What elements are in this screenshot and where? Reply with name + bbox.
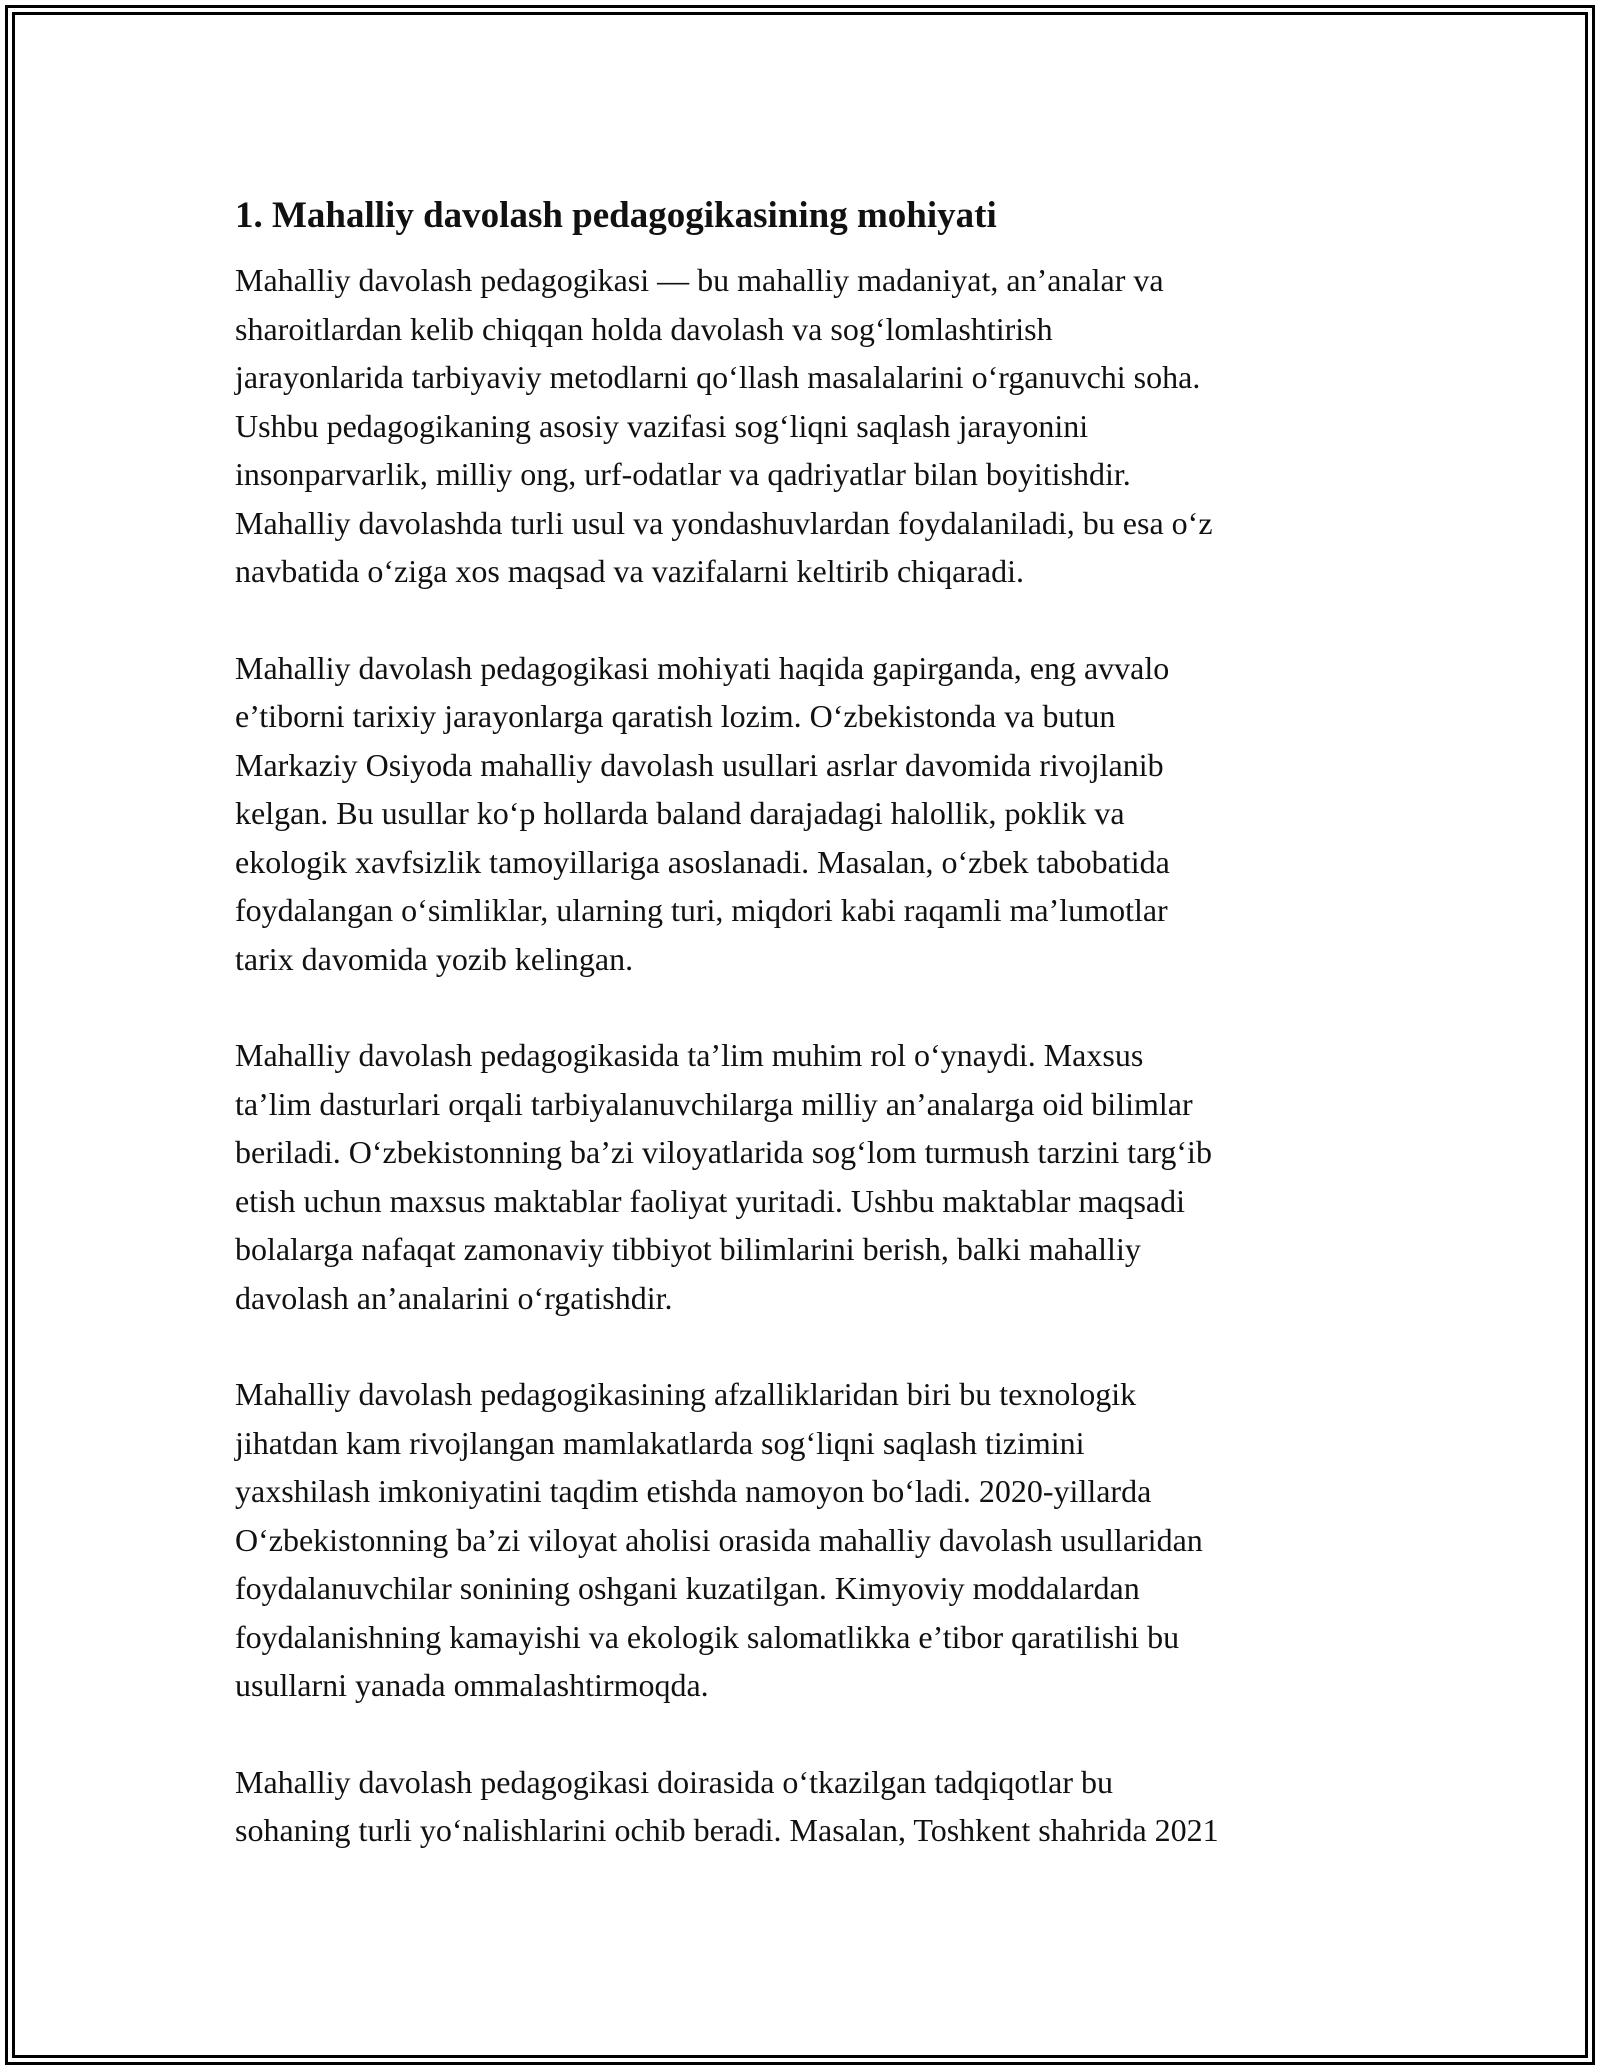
text-line: jihatdan kam rivojlangan mamlakatlarda sog‘liqni saqlash tizimini (235, 1424, 1085, 1461)
text-line: e’tiborni tarixiy jarayonlarga qaratish lozim. O‘zbekistonda va butun (235, 698, 1116, 735)
text-line: Mahalliy davolash pedagogikasi mohiyati haqida gapirganda, eng avvalo (235, 649, 1170, 686)
text-line: Mahalliy davolash pedagogikasida ta’lim muhim rol o‘ynaydi. Maxsus (235, 1037, 1144, 1074)
document-body (235, 180, 1385, 1903)
text-line: bolalarga nafaqat zamonaviy tibbiyot bilimlarini berish, balki mahalliy (235, 1231, 1141, 1268)
paragraph-1 (235, 256, 1385, 596)
paragraph-3 (235, 1031, 1385, 1322)
text-line: tarix davomida yozib kelingan. (235, 940, 634, 977)
text-line: Mahalliy davolash pedagogikasi doirasida o‘tkazilgan tadqiqotlar bu (235, 1763, 1113, 1800)
text-line: Ushbu pedagogikaning asosiy vazifasi sog‘liqni saqlash jarayonini (235, 407, 1089, 444)
paragraph-2 (235, 644, 1385, 984)
text-line: Mahalliy davolash pedagogikasi — bu mahalliy madaniyat, an’analar va (235, 262, 1164, 299)
text-line: davolash an’analarini o‘rgatishdir. (235, 1279, 673, 1316)
text-line: Markaziy Osiyoda mahalliy davolash usullari asrlar davomida rivojlanib (235, 746, 1164, 783)
text-line: foydalanuvchilar sonining oshgani kuzatilgan. Kimyoviy moddalardan (235, 1570, 1140, 1607)
text-line: kelgan. Bu usullar ko‘p hollarda baland darajadagi halollik, poklik va (235, 795, 1125, 832)
text-line: etish uchun maxsus maktablar faoliyat yuritadi. Ushbu maktablar maqsadi (235, 1182, 1185, 1219)
section-heading: 1. Mahalliy davolash pedagogikasining mohiyati (235, 195, 997, 236)
text-line: O‘zbekistonning ba’zi viloyat aholisi orasida mahalliy davolash usullaridan (235, 1521, 1203, 1558)
text-line: insonparvarlik, milliy ong, urf-odatlar va qadriyatlar bilan boyitishdir. (235, 456, 1131, 493)
text-line: sharoitlardan kelib chiqqan holda davolash va sog‘lomlashtirish (235, 310, 1053, 347)
text-line: yaxshilash imkoniyatini taqdim etishda namoyon bo‘ladi. 2020-yillarda (235, 1473, 1152, 1510)
paragraph-4 (235, 1370, 1385, 1710)
text-line: Mahalliy davolash pedagogikasining afzalliklaridan biri bu texnologik (235, 1376, 1137, 1413)
text-line: navbatida o‘ziga xos maqsad va vazifalarni keltirib chiqaradi. (235, 553, 1025, 590)
text-line: jarayonlarida tarbiyaviy metodlarni qo‘llash masalalarini o‘rganuvchi soha. (235, 359, 1201, 396)
text-line: Mahalliy davolashda turli usul va yondashuvlardan foydalaniladi, bu esa o‘z (235, 504, 1213, 541)
text-line: ekologik xavfsizlik tamoyillariga asoslanadi. Masalan, o‘zbek tabobatida (235, 843, 1170, 880)
text-line: usullarni yanada ommalashtirmoqda. (235, 1667, 709, 1704)
text-line: sohaning turli yo‘nalishlarini ochib beradi. Masalan, Toshkent shahrida 2021 (235, 1812, 1219, 1849)
text-line: foydalangan o‘simliklar, ularning turi, miqdori kabi raqamli ma’lumotlar (235, 892, 1168, 929)
text-line: ta’lim dasturlari orqali tarbiyalanuvchilarga milliy an’analarga oid bilimlar (235, 1085, 1193, 1122)
paragraph-5 (235, 1758, 1385, 1855)
text-line: beriladi. O‘zbekistonning ba’zi viloyatlarida sog‘lom turmush tarzini targ‘ib (235, 1134, 1212, 1171)
paragraph-list (235, 256, 1385, 1855)
text-line: foydalanishning kamayishi va ekologik salomatlikka e’tibor qaratilishi bu (235, 1618, 1180, 1655)
